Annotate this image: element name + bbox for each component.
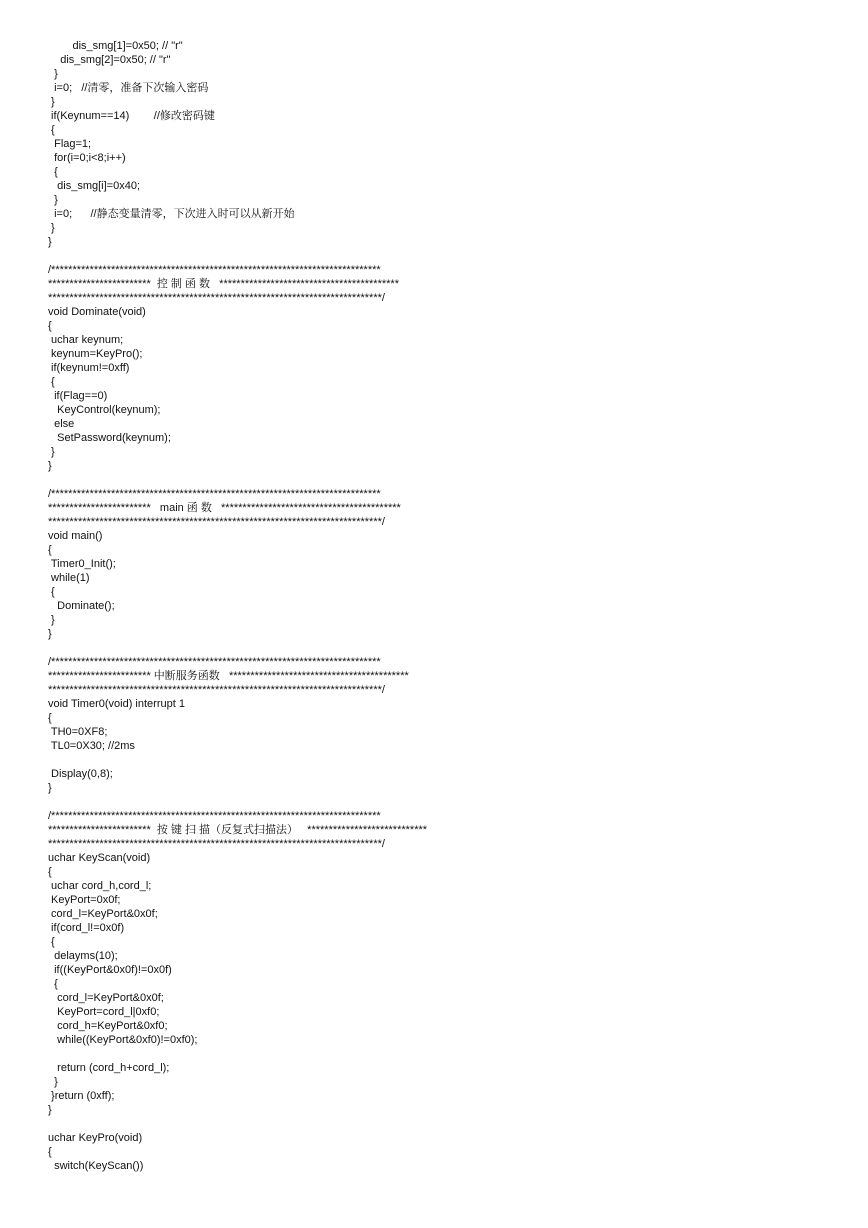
code-line: Timer0_Init(); [48, 558, 116, 570]
code-line: void Dominate(void) [48, 306, 146, 318]
code-line: uchar cord_h,cord_l; [48, 880, 152, 892]
blank-line [48, 1047, 848, 1061]
code-line: { [48, 712, 52, 724]
code-line: KeyPort=cord_l|0xf0; [48, 1006, 160, 1018]
code-line: { [48, 376, 55, 388]
code-line: while((KeyPort&0xf0)!=0xf0); [48, 1034, 198, 1046]
code-line: Dominate(); [48, 600, 115, 612]
code-line: if(keynum!=0xff) [48, 362, 130, 374]
comment-banner-top: /***************************************************************************** [48, 264, 381, 276]
code-line: } [48, 96, 55, 108]
comment-banner-title: ************************ 按 键 扫 描（反复式扫描法） **************************** [48, 824, 428, 836]
code-line: TH0=0XF8; [48, 726, 108, 738]
code-line: { [48, 978, 58, 990]
code-line: keynum=KeyPro(); [48, 348, 143, 360]
code-line: { [48, 166, 58, 178]
code-line: } [48, 222, 55, 234]
blank-line [48, 753, 848, 767]
code-line: return (cord_h+cord_l); [48, 1062, 170, 1074]
code-line: { [48, 866, 52, 878]
code-line: if(Flag==0) [48, 390, 108, 402]
blank-line [48, 249, 848, 263]
code-line: Display(0,8); [48, 768, 113, 780]
code-line: } [48, 460, 52, 472]
comment-banner-top: /***************************************************************************** [48, 656, 381, 668]
code-line: void Timer0(void) interrupt 1 [48, 698, 185, 710]
code-line: if(cord_l!=0x0f) [48, 922, 125, 934]
code-line: { [48, 544, 52, 556]
code-line: { [48, 124, 55, 136]
code-line: if(Keynum==14) //修改密码键 [48, 110, 215, 122]
code-line: } [48, 68, 58, 80]
code-line: { [48, 586, 55, 598]
comment-banner-title: ************************ 控 制 函 数 ****************************************** [48, 278, 399, 290]
code-line: } [48, 1104, 52, 1116]
code-line: { [48, 1146, 52, 1158]
comment-banner-top: /***************************************************************************** [48, 488, 381, 500]
code-line: while(1) [48, 572, 90, 584]
code-line: if((KeyPort&0x0f)!=0x0f) [48, 964, 172, 976]
code-line: cord_l=KeyPort&0x0f; [48, 992, 164, 1004]
code-line: KeyControl(keynum); [48, 404, 161, 416]
code-line: { [48, 320, 52, 332]
code-line: TL0=0X30; //2ms [48, 740, 135, 752]
code-line: } [48, 628, 52, 640]
code-line: } [48, 194, 58, 206]
code-line: uchar KeyScan(void) [48, 852, 151, 864]
comment-banner-top: /***************************************************************************** [48, 810, 381, 822]
code-line: } [48, 782, 52, 794]
blank-line [48, 641, 848, 655]
code-line: for(i=0;i<8;i++) [48, 152, 126, 164]
code-line: SetPassword(keynum); [48, 432, 171, 444]
code-line: } [48, 446, 55, 458]
blank-line [48, 795, 848, 809]
code-line: i=0; //清零，准备下次输入密码 [48, 82, 209, 94]
code-line: }return (0xff); [48, 1090, 115, 1102]
code-line: else [48, 418, 75, 430]
comment-banner-title: ************************ 中断服务函数 ****************************************** [48, 670, 409, 682]
blank-line [48, 1117, 848, 1131]
code-line: uchar keynum; [48, 334, 124, 346]
comment-banner-bottom: ******************************************************************************/ [48, 516, 385, 528]
comment-banner-bottom: ******************************************************************************/ [48, 684, 385, 696]
comment-banner-title: ************************ main 函 数 ****************************************** [48, 502, 401, 514]
code-line: } [48, 614, 55, 626]
code-line: switch(KeyScan()) [48, 1160, 144, 1172]
code-line: { [48, 936, 55, 948]
blank-line [48, 473, 848, 487]
comment-banner-bottom: ******************************************************************************/ [48, 292, 385, 304]
code-line: dis_smg[i]=0x40; [48, 180, 141, 192]
code-line: delayms(10); [48, 950, 118, 962]
code-listing [48, 39, 848, 1173]
comment-banner-bottom: ******************************************************************************/ [48, 838, 385, 850]
code-line: } [48, 1076, 58, 1088]
code-line: Flag=1; [48, 138, 92, 150]
code-line: cord_l=KeyPort&0x0f; [48, 908, 158, 920]
code-line: KeyPort=0x0f; [48, 894, 121, 906]
code-line: dis_smg[2]=0x50; // "r" [48, 54, 171, 66]
code-line: cord_h=KeyPort&0xf0; [48, 1020, 168, 1032]
code-line: uchar KeyPro(void) [48, 1132, 143, 1144]
code-line: dis_smg[1]=0x50; // "r" [48, 40, 183, 52]
code-line: void main() [48, 530, 103, 542]
code-line: i=0; //静态变量清零，下次进入时可以从新开始 [48, 208, 295, 220]
code-line: } [48, 236, 52, 248]
